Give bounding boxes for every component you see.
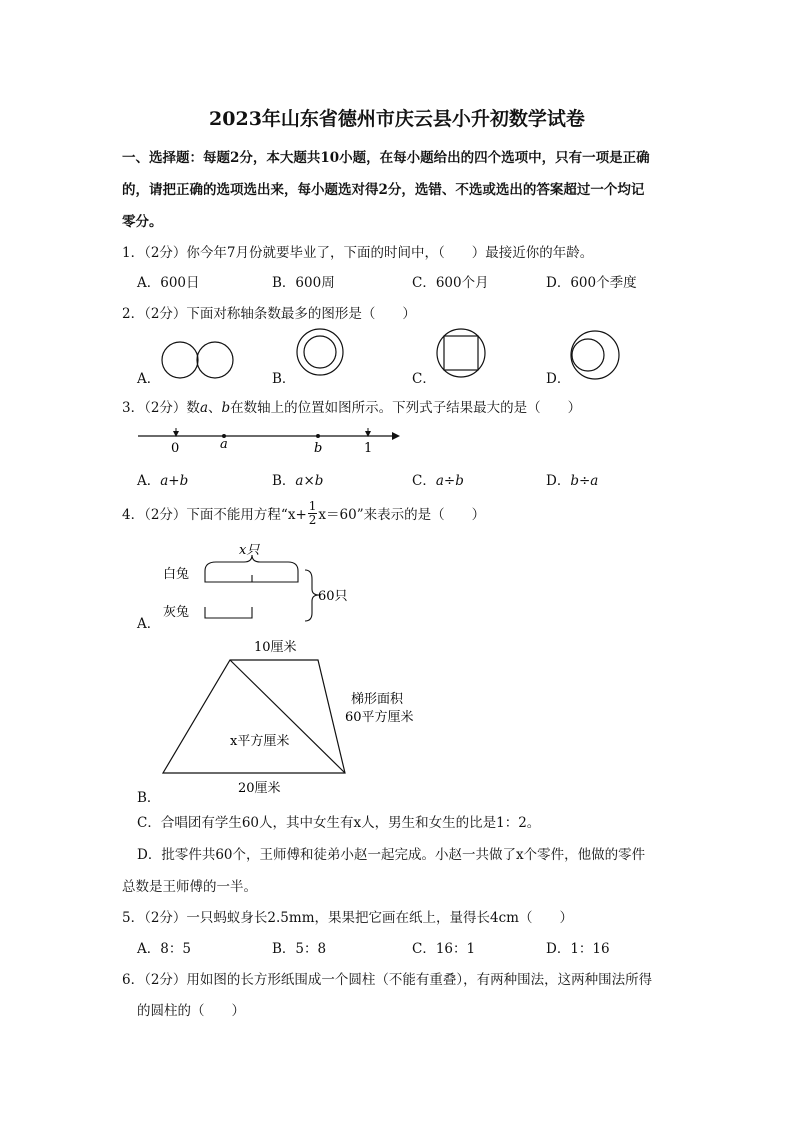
q3-var-b: b: [221, 400, 231, 416]
q4-figA-diagram: [0, 535, 794, 635]
q4-figB-bottom-label: 20厘米: [238, 781, 281, 796]
q4-stem-suffix: x＝60”来表示的是（ ）: [318, 507, 486, 523]
q2-stem: 2．（2分）下面对称轴条数最多的图形是（ ）: [122, 306, 416, 322]
q2-figD-circle-outer: [571, 331, 619, 379]
q3-label-1: 1: [364, 441, 373, 456]
q2-figC-square: [444, 336, 478, 370]
q4-figA-top-text: x只: [239, 543, 260, 558]
q3-option-c-expr: a÷b: [435, 473, 464, 489]
page-title: 2023年山东省德州市庆云县小升初数学试卷: [209, 108, 585, 130]
q4-figB-right2-label: 60平方厘米: [345, 710, 414, 725]
section-instructions-line2: 的，请把正确的选项选出来，每小题选对得2分，选错、不选或选出的答案超过一个均记: [122, 182, 645, 198]
q4-stem-prefix: 4．（2分）下面不能用方程“x+: [122, 507, 307, 523]
q1-stem: 1．（2分）你今年7月份就要毕业了，下面的时间中，（ ）最接近你的年龄。: [122, 245, 594, 261]
q3-sep: 、: [208, 400, 222, 416]
q3-label-a: a: [220, 437, 228, 452]
q4-frac-den: 2: [308, 513, 317, 527]
q1-option-a: A．600日: [137, 275, 200, 291]
q2-option-b: B．: [272, 371, 296, 387]
q2-figures: [0, 0, 794, 400]
q3-point-b: [316, 434, 320, 438]
q3-option-a: [137, 469, 188, 489]
q4-option-d-line1: D．批零件共60个，王师傅和徒弟小赵一起完成。小赵一共做了x个零件，他做的零件: [137, 847, 646, 863]
q2-figA-circle-left: [162, 342, 198, 378]
q2-option-d: D．: [546, 371, 571, 387]
q3-label-b: b: [314, 441, 323, 456]
q3-stem-suffix: 在数轴上的位置如图所示。下列式子结果最大的是（ ）: [230, 400, 582, 416]
section-instructions-line1: 一、选择题：每题2分，本大题共10小题，在每小题给出的四个选项中，只有一项是正确: [122, 150, 650, 166]
q3-option-c-letter: C．: [412, 473, 436, 489]
q3-label-0: 0: [171, 441, 180, 456]
q5-option-a: A．8：5: [137, 941, 191, 957]
axis-arrow-icon: [392, 432, 400, 440]
q4-figB-inner-label: x平方厘米: [230, 734, 290, 749]
q4-stem: [122, 499, 486, 529]
q4-figA-top-label: [239, 543, 260, 558]
q3-option-b-expr: a×b: [295, 473, 324, 489]
q2-option-a: A．: [137, 371, 161, 387]
q2-figD-circle-inner: [572, 339, 604, 371]
q3-option-c: [412, 469, 464, 489]
q5-option-b: B．5：8: [272, 941, 327, 957]
q3-option-b-letter: B．: [272, 473, 296, 489]
q4-option-c: C．合唱团有学生60人，其中女生有x人，男生和女生的比是1：2。: [137, 815, 541, 831]
q3-var-a: a: [199, 400, 208, 416]
q3-number-line: [0, 415, 794, 460]
q4-figB-label: B．: [137, 790, 161, 806]
q4-figA-row2-label: 灰兔: [163, 605, 190, 620]
q1-option-c: C．600个月: [412, 275, 489, 291]
q3-option-d-letter: D．: [546, 473, 571, 489]
q3-option-d: [546, 469, 598, 489]
q4-frac-num: 1: [308, 499, 317, 513]
q5-option-c: C．16：1: [412, 941, 476, 957]
q3-option-a-expr: a+b: [160, 473, 189, 489]
section-instructions-line3: 零分。: [122, 214, 163, 230]
q4-figA-total-label: 60只: [318, 589, 348, 604]
q4-fraction: [308, 500, 318, 527]
q4-figB-diagonal: [230, 660, 345, 773]
q4-figB-right1-label: 梯形面积: [351, 692, 404, 707]
q4-figB-trapezoid: [163, 660, 345, 773]
q2-figA-circle-right: [197, 342, 233, 378]
q4-figB-top-label: 10厘米: [254, 640, 297, 655]
q6-stem-line1: 6．（2分）用如图的长方形纸围成一个圆柱（不能有重叠），有两种围法，这两种围法所得: [122, 972, 653, 988]
q5-stem: 5．（2分）一只蚂蚁身长2.5mm，果果把它画在纸上，量得长4cm（ ）: [122, 910, 573, 926]
q1-option-d: D．600个季度: [546, 275, 637, 291]
q6-stem-line2: 的圆柱的（ ）: [137, 1003, 245, 1019]
q3-option-d-expr: b÷a: [570, 473, 599, 489]
q4-option-d-line2: 总数是王师傅的一半。: [122, 879, 257, 895]
q4-figA-grey-bar: [205, 607, 252, 618]
q4-figA-label: A．: [137, 616, 161, 632]
q2-figB-circle-inner: [304, 336, 336, 368]
q5-option-d: D．1：16: [546, 941, 610, 957]
q1-option-b: B．600周: [272, 275, 335, 291]
q3-option-b: [272, 469, 323, 489]
q4-figA-right-brace: [305, 570, 319, 621]
q4-figA-row1-label: 白兔: [163, 567, 190, 582]
q3-stem-prefix: 3．（2分）数: [122, 400, 200, 416]
q3-option-a-letter: A．: [137, 473, 161, 489]
q3-stem: [122, 396, 581, 416]
q4-figB-diagram: [0, 630, 794, 805]
q2-option-c: C．: [412, 371, 436, 387]
